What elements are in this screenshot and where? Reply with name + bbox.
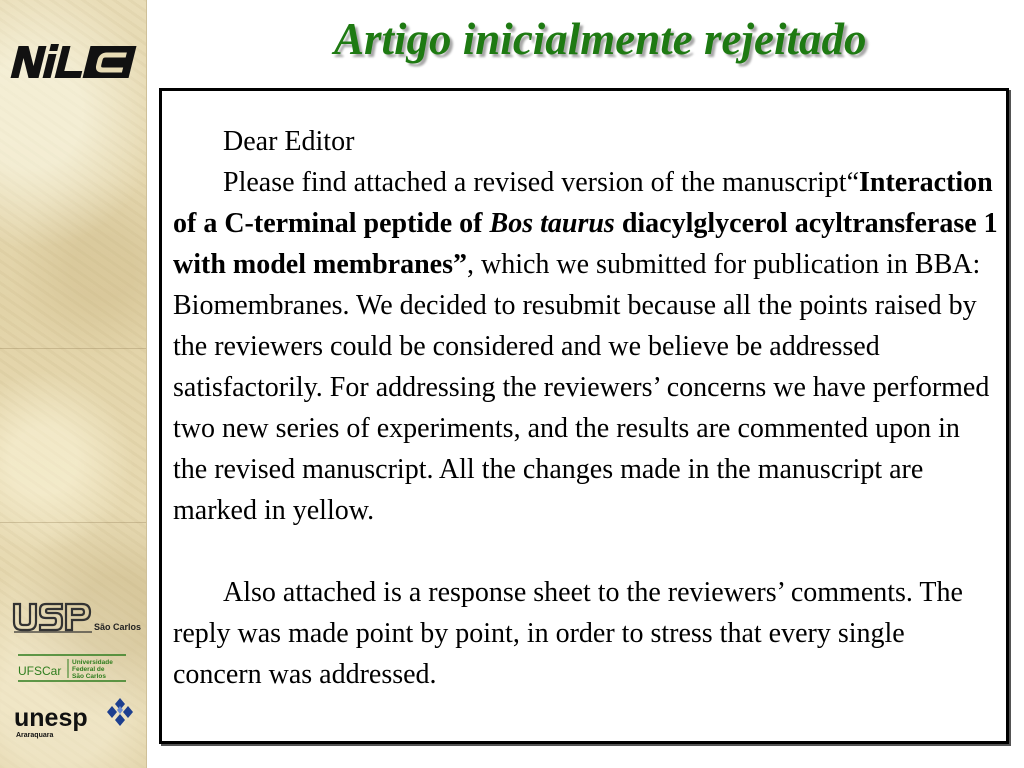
svg-text:São Carlos: São Carlos [94, 622, 142, 632]
letter-paragraph-2: Also attached is a response sheet to the reviewers’ comments. The reply was made point by point, in order to stress that every single concern was addressed. [173, 577, 963, 690]
parchment-sidebar [0, 0, 147, 768]
svg-text:Araraquara: Araraquara [16, 732, 54, 739]
manuscript-title-part2: diacylglycerol acyltransferase 1 with model membranes” [173, 208, 998, 280]
ufscar-logo [16, 652, 128, 684]
nilc-logo [6, 40, 140, 84]
manuscript-title-part1: Interaction of a C-terminal peptide of [173, 167, 993, 239]
svg-text:São Carlos: São Carlos [72, 673, 106, 680]
svg-text:unesp: unesp [14, 704, 88, 732]
letter-greeting: Dear Editor [223, 126, 355, 157]
svg-text:Federal de: Federal de [72, 666, 105, 673]
svg-text:Universidade: Universidade [72, 659, 113, 666]
paragraph-spacer [173, 531, 1000, 572]
sidebar-seam [0, 348, 146, 349]
paragraph-1-intro: Please find attached a revised version of the manuscript [223, 167, 847, 198]
letter-box [159, 88, 1009, 744]
usp-logo [10, 600, 142, 634]
manuscript-title-species: Bos taurus [489, 208, 615, 239]
open-quote: “ [846, 167, 859, 198]
svg-text:NILC: NILC [6, 40, 9, 41]
slide-title: Artigo inicialmente rejeitado [334, 14, 867, 64]
svg-text:UFSCar: UFSCar [18, 664, 62, 678]
unesp-star-icon [107, 698, 133, 726]
paragraph-1-rest: , which we submitted for publication in BBA: Biomembranes. We decided to resubmit because all the points raised by the reviewers could be considered and we believe be addressed satisfactorily. For addressing the reviewers’ concerns we have performed two new series of experiments, and the results are commented upon in the revised manuscript. All the changes made in the manuscript are marked in yellow. [173, 249, 990, 526]
letter-paragraph-1 [173, 162, 1000, 531]
sidebar-seam [0, 522, 146, 523]
unesp-logo [14, 696, 136, 740]
